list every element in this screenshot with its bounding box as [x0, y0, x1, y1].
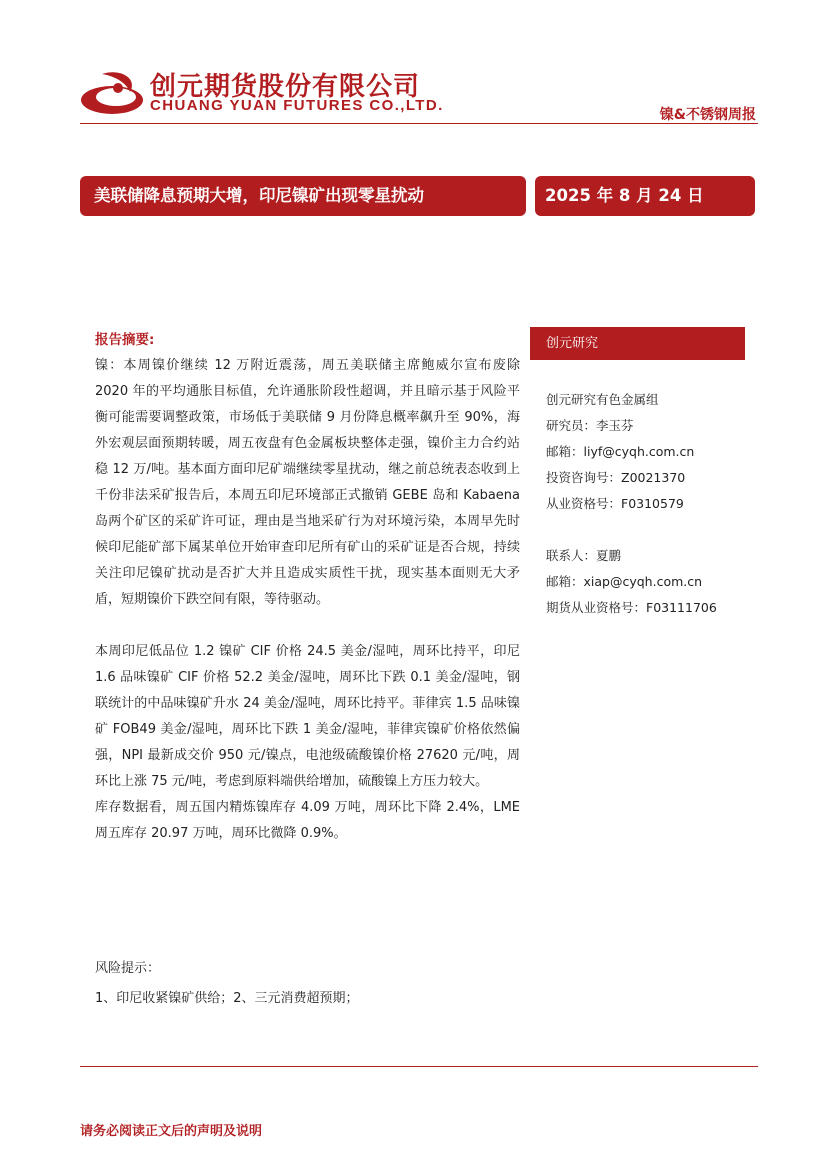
company-name-en: CHUANG YUAN FUTURES CO.,LTD.: [150, 97, 444, 114]
consult-number: 投资咨询号：Z0021370: [546, 470, 686, 485]
contact-email: 邮箱：xiap@cyqh.com.cn: [546, 574, 703, 589]
company-logo: [80, 66, 450, 122]
footer-disclaimer: 请务必阅读正文后的声明及说明: [80, 1124, 263, 1139]
summary-paragraph-ore-prices: 本周印尼低品位 1.2 镍矿 CIF 价格 24.5 美金/湿吨，周环比持平，印尼 1.6 品味镍矿 CIF 价格 52.2 美金/湿吨，周环比下跌 0.1 美金/湿吨，钢联统计的中品味镍矿升水 24 美金/湿吨，周环比持平。菲律宾 1.5 品味镍矿 FOB49 美金/湿吨，周环比下跌 1 美金/湿吨，菲律宾镍矿价格依然偏强，NPI 最新成交价 950 元/镍点，电池级硫酸镍价格 27620 元/吨，周环比上涨 75 元/吨，考虑到原料端供给增加，硫酸镍上方压力较大。: [95, 644, 520, 789]
sidebar-header: 创元研究: [530, 327, 745, 360]
contact-practice-number: 期货从业资格号：F03111706: [546, 600, 717, 615]
report-date: 2025 年 8 月 24 日: [535, 176, 755, 216]
risk-section: [95, 954, 520, 1014]
report-summary: [95, 327, 520, 847]
company-name-cn: 创元期货股份有限公司: [150, 72, 421, 102]
company-emblem-icon: [80, 70, 144, 118]
header-divider: [80, 123, 758, 124]
research-group: 创元研究有色金属组: [546, 392, 659, 407]
practice-number: 从业资格号：F0310579: [546, 496, 684, 511]
analyst-info: [546, 387, 746, 517]
contact-name: 联系人：夏鹏: [546, 548, 622, 563]
summary-paragraph-nickel: 镍：本周镍价继续 12 万附近震荡，周五美联储主席鲍威尔宣布废除 2020 年的平均通胀目标值，允许通胀阶段性超调，并且暗示基于风险平衡可能需要调整政策，市场低于美联储 9 月份降息概率飙升至 90%，海外宏观层面预期转暖，周五夜盘有色金属板块整体走强，镍价主力合约站稳 12 万/吨。基本面方面印尼矿端继续零星扰动，继之前总统表态收到上千份非法采矿报告后，本周五印尼环境部正式撤销 GEBE 岛和 Kabaena 岛两个矿区的采矿许可证，理由是当地采矿行为对环境污染，本周早先时候印尼能矿部下属某单位开始审查印尼所有矿山的采矿证是否合规，持续关注印尼镍矿扰动是否扩大并且造成实质性干扰，现实基本面则无大矛盾，短期镍价下跌空间有限，等待驱动。: [95, 358, 520, 607]
risk-heading: 风险提示：: [95, 961, 161, 976]
summary-heading: 报告摘要:: [95, 332, 155, 348]
footer-divider: [80, 1066, 758, 1067]
analyst-email: 邮箱：liyf@cyqh.com.cn: [546, 444, 695, 459]
report-type: 镍&不锈钢周报: [659, 107, 756, 123]
analyst-name: 研究员：李玉芬: [546, 418, 634, 433]
report-title: 美联储降息预期大增，印尼镍矿出现零星扰动: [80, 176, 526, 216]
contact-info: [546, 543, 746, 621]
summary-paragraph-inventory: 库存数据看，周五国内精炼镍库存 4.09 万吨，周环比下降 2.4%，LME 周五库存 20.97 万吨，周环比微降 0.9%。: [95, 800, 520, 841]
risk-text: 1、印尼收紧镍矿供给；2、三元消费超预期；: [95, 991, 359, 1006]
